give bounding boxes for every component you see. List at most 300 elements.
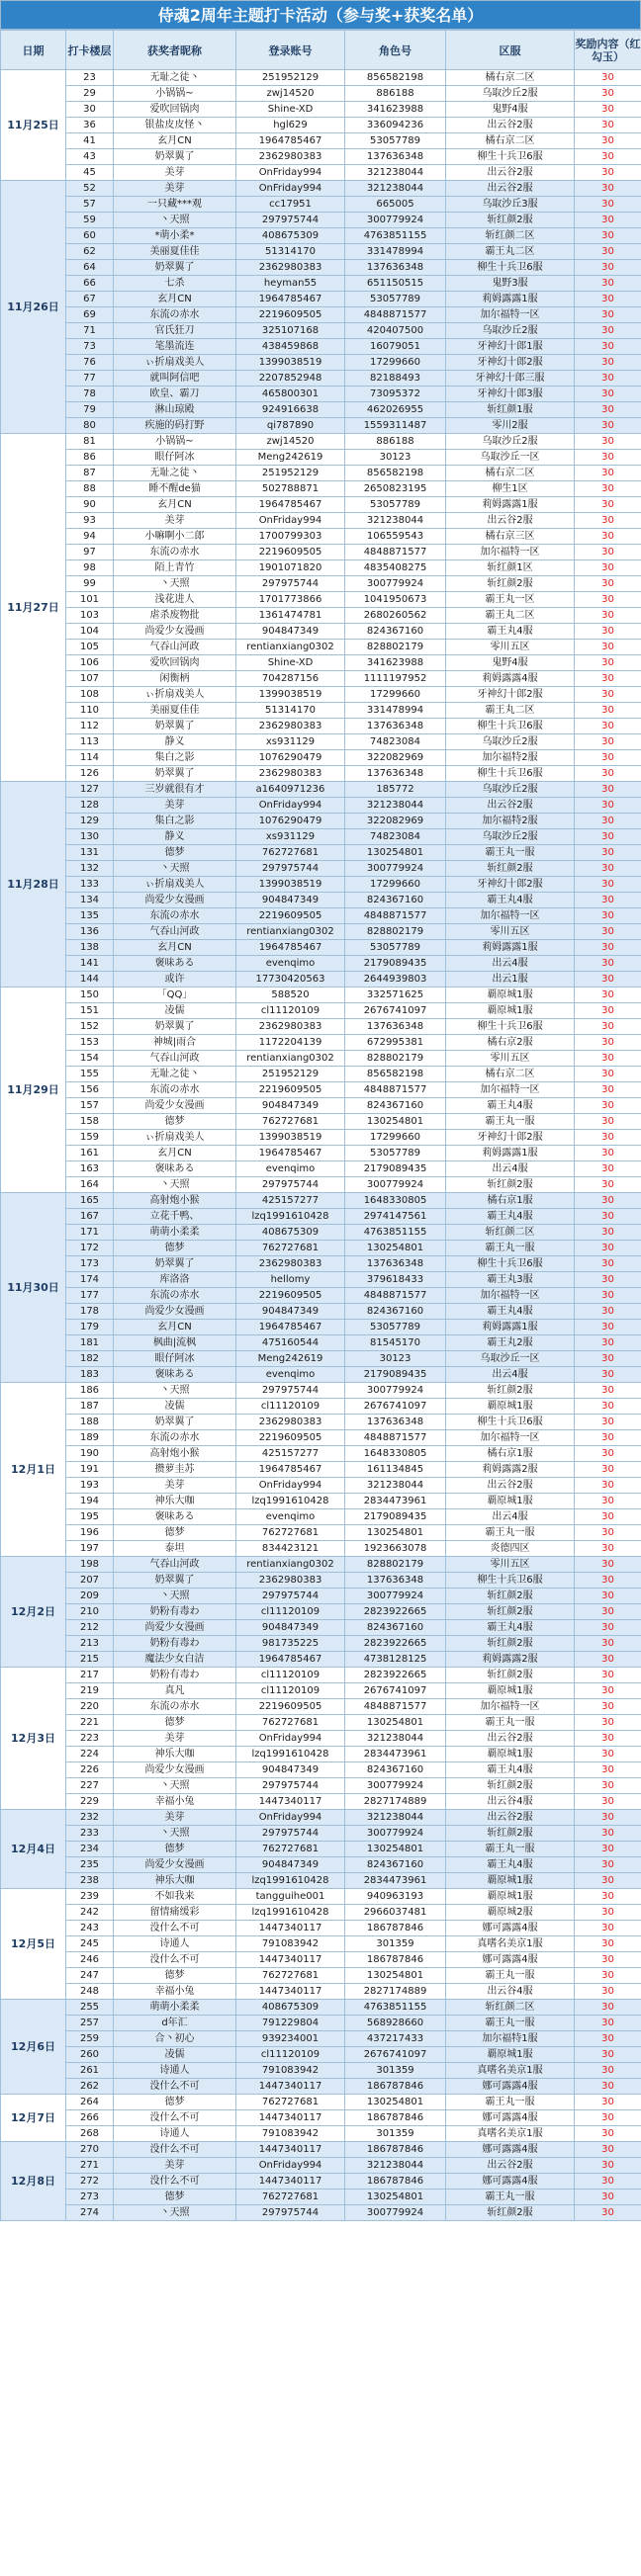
server-cell: 覇原城2服: [446, 1905, 575, 1921]
nickname-cell: 没什么不可: [114, 1952, 236, 1968]
nickname-cell: 没什么不可: [114, 2079, 236, 2095]
reward-cell: 30: [575, 1905, 641, 1921]
reward-cell: 30: [575, 1351, 641, 1367]
date-cell: 11月25日: [1, 70, 66, 181]
nickname-cell: 东流の赤水: [114, 1082, 236, 1098]
floor-cell: 36: [66, 118, 114, 133]
table-row: [1, 1842, 641, 1857]
role-id-cell: 130254801: [345, 1241, 446, 1256]
role-id-cell: 824367160: [345, 1762, 446, 1778]
floor-cell: 69: [66, 307, 114, 323]
floor-cell: 98: [66, 560, 114, 576]
nickname-cell: 玄月CN: [114, 1146, 236, 1161]
nickname-cell: 奶翠翼了: [114, 260, 236, 276]
table-row: [1, 2031, 641, 2047]
server-cell: 乌取沙丘2服: [446, 829, 575, 845]
table-row: [1, 497, 641, 513]
floor-cell: 90: [66, 497, 114, 513]
role-id-cell: 2834473961: [345, 1747, 446, 1762]
nickname-cell: 东流の赤水: [114, 545, 236, 560]
server-cell: 加尔福特一区: [446, 545, 575, 560]
role-id-cell: 301359: [345, 2126, 446, 2142]
server-cell: 霸王丸一服: [446, 845, 575, 861]
table-row: [1, 987, 641, 1003]
table-row: [1, 1889, 641, 1905]
account-cell: 1447340117: [236, 1921, 345, 1936]
role-id-cell: 665005: [345, 197, 446, 213]
role-id-cell: 186787846: [345, 2174, 446, 2190]
role-id-cell: 2823922665: [345, 1668, 446, 1683]
nickname-cell: 或许: [114, 972, 236, 987]
reward-cell: 30: [575, 1762, 641, 1778]
floor-cell: 264: [66, 2095, 114, 2110]
role-id-cell: 4848871577: [345, 545, 446, 560]
date-cell: 11月29日: [1, 987, 66, 1193]
reward-cell: 30: [575, 1462, 641, 1478]
account-cell: 762727681: [236, 1968, 345, 1984]
table-row: [1, 2142, 641, 2158]
floor-cell: 81: [66, 434, 114, 450]
account-cell: 2219609505: [236, 1430, 345, 1446]
reward-cell: 30: [575, 719, 641, 734]
nickname-cell: 神乐大咖: [114, 1494, 236, 1509]
server-cell: 霸王丸4服: [446, 1098, 575, 1114]
server-cell: 零川五区: [446, 1051, 575, 1067]
role-id-cell: 321238044: [345, 165, 446, 181]
table-row: [1, 1367, 641, 1383]
nickname-cell: 德梦: [114, 1842, 236, 1857]
floor-cell: 247: [66, 1968, 114, 1984]
role-id-cell: 321238044: [345, 513, 446, 529]
table-row: [1, 1114, 641, 1130]
table-row: [1, 133, 641, 149]
floor-cell: 190: [66, 1446, 114, 1462]
table-row: [1, 1604, 641, 1620]
nickname-cell: 丶天照: [114, 861, 236, 877]
account-cell: 1399038519: [236, 687, 345, 703]
reward-cell: 30: [575, 877, 641, 893]
nickname-cell: 高射炮小猴: [114, 1193, 236, 1209]
floor-cell: 209: [66, 1589, 114, 1604]
floor-cell: 255: [66, 2000, 114, 2016]
account-cell: 2207852948: [236, 371, 345, 386]
nickname-cell: 神乐大咖: [114, 1873, 236, 1889]
reward-cell: 30: [575, 1146, 641, 1161]
account-cell: a1640971236: [236, 782, 345, 798]
table-row: [1, 355, 641, 371]
floor-cell: 45: [66, 165, 114, 181]
reward-cell: 30: [575, 386, 641, 402]
server-cell: 柳生十兵卫6服: [446, 1256, 575, 1272]
table-row: [1, 1921, 641, 1936]
server-cell: 橘右京二区: [446, 1067, 575, 1082]
account-cell: hellomy: [236, 1272, 345, 1288]
server-cell: 霸王丸2服: [446, 1335, 575, 1351]
nickname-cell: 德梦: [114, 1715, 236, 1731]
role-id-cell: 4848871577: [345, 307, 446, 323]
reward-cell: 30: [575, 1430, 641, 1446]
floor-cell: 262: [66, 2079, 114, 2095]
nickname-cell: 尚爱少女漫画: [114, 624, 236, 640]
table-row: [1, 1209, 641, 1225]
floor-cell: 87: [66, 466, 114, 481]
winners-table: [0, 30, 641, 2221]
reward-cell: 30: [575, 244, 641, 260]
server-cell: 莉姆露露1服: [446, 1146, 575, 1161]
account-cell: 1447340117: [236, 2110, 345, 2126]
server-cell: 覇原城1服: [446, 1494, 575, 1509]
floor-cell: 212: [66, 1620, 114, 1636]
column-header-nickname: 获奖者昵称: [114, 31, 236, 70]
floor-cell: 93: [66, 513, 114, 529]
nickname-cell: 气吞山河政: [114, 1557, 236, 1573]
role-id-cell: 300779924: [345, 1383, 446, 1399]
floor-cell: 198: [66, 1557, 114, 1573]
nickname-cell: 睡不醒de猫: [114, 481, 236, 497]
nickname-cell: 爱吹回锅肉: [114, 655, 236, 671]
reward-cell: 30: [575, 1399, 641, 1415]
floor-cell: 151: [66, 1003, 114, 1019]
table-row: [1, 1525, 641, 1541]
server-cell: 加尔福特一区: [446, 1288, 575, 1304]
account-cell: 325107168: [236, 323, 345, 339]
server-cell: 出云谷4服: [446, 1984, 575, 2000]
server-cell: 娜可露露4服: [446, 1952, 575, 1968]
nickname-cell: 浅花进人: [114, 592, 236, 608]
reward-cell: 30: [575, 418, 641, 434]
table-row: [1, 339, 641, 355]
server-cell: 斩红颜2服: [446, 1668, 575, 1683]
role-id-cell: 2676741097: [345, 1003, 446, 1019]
table-row: [1, 2126, 641, 2142]
account-cell: 1964785467: [236, 1652, 345, 1668]
nickname-cell: 合丶初心: [114, 2031, 236, 2047]
nickname-cell: 留情痛缓彩: [114, 1905, 236, 1921]
account-cell: 408675309: [236, 2000, 345, 2016]
floor-cell: 242: [66, 1905, 114, 1921]
role-id-cell: 300779924: [345, 1778, 446, 1794]
floor-cell: 173: [66, 1256, 114, 1272]
reward-cell: 30: [575, 1051, 641, 1067]
reward-cell: 30: [575, 1478, 641, 1494]
account-cell: cl11120109: [236, 1604, 345, 1620]
server-cell: 娜可露露4服: [446, 2142, 575, 2158]
role-id-cell: 130254801: [345, 2190, 446, 2205]
reward-cell: 30: [575, 1778, 641, 1794]
server-cell: 橘右京2服: [446, 1035, 575, 1051]
nickname-cell: 德梦: [114, 1968, 236, 1984]
server-cell: 出云谷2服: [446, 1478, 575, 1494]
nickname-cell: 美芽: [114, 2158, 236, 2174]
table-body: [1, 70, 641, 2221]
reward-cell: 30: [575, 197, 641, 213]
account-cell: 297975744: [236, 861, 345, 877]
reward-cell: 30: [575, 1177, 641, 1193]
table-row: [1, 2158, 641, 2174]
account-cell: 297975744: [236, 213, 345, 228]
server-cell: 霸王丸一区: [446, 592, 575, 608]
account-cell: 1361474781: [236, 608, 345, 624]
nickname-cell: 凌儒: [114, 1399, 236, 1415]
reward-cell: 30: [575, 940, 641, 956]
account-cell: 2362980383: [236, 1573, 345, 1589]
reward-cell: 30: [575, 1889, 641, 1905]
account-cell: 1399038519: [236, 1130, 345, 1146]
reward-cell: 30: [575, 845, 641, 861]
table-row: [1, 149, 641, 165]
nickname-cell: 疾施的码打野: [114, 418, 236, 434]
account-cell: 465800301: [236, 386, 345, 402]
floor-cell: 248: [66, 1984, 114, 2000]
table-row: [1, 877, 641, 893]
account-cell: qi787890: [236, 418, 345, 434]
table-row: [1, 2047, 641, 2063]
account-cell: 1399038519: [236, 355, 345, 371]
server-cell: 出云谷2服: [446, 2158, 575, 2174]
floor-cell: 152: [66, 1019, 114, 1035]
nickname-cell: 欧皇、霸刀: [114, 386, 236, 402]
table-row: [1, 1620, 641, 1636]
nickname-cell: 枫曲|流枫: [114, 1335, 236, 1351]
role-id-cell: 331478994: [345, 244, 446, 260]
server-cell: 斩红颜2服: [446, 1826, 575, 1842]
account-cell: 1447340117: [236, 2174, 345, 2190]
reward-cell: 30: [575, 1272, 641, 1288]
column-header-account: 登录账号: [236, 31, 345, 70]
table-row: [1, 1699, 641, 1715]
role-id-cell: 17299660: [345, 877, 446, 893]
server-cell: 娜可露露4服: [446, 2110, 575, 2126]
nickname-cell: 没什么不可: [114, 1921, 236, 1936]
date-cell: 12月6日: [1, 2000, 66, 2095]
floor-cell: 67: [66, 292, 114, 307]
floor-cell: 215: [66, 1652, 114, 1668]
account-cell: 588520: [236, 987, 345, 1003]
role-id-cell: 300779924: [345, 861, 446, 877]
account-cell: tangguihe001: [236, 1889, 345, 1905]
role-id-cell: 106559543: [345, 529, 446, 545]
floor-cell: 207: [66, 1573, 114, 1589]
server-cell: 覇原城1服: [446, 1747, 575, 1762]
reward-cell: 30: [575, 402, 641, 418]
account-cell: 904847349: [236, 1620, 345, 1636]
reward-cell: 30: [575, 70, 641, 86]
nickname-cell: 丶天照: [114, 1826, 236, 1842]
server-cell: 霸王丸二区: [446, 244, 575, 260]
role-id-cell: 1111197952: [345, 671, 446, 687]
nickname-cell: 奶翠翼了: [114, 719, 236, 734]
account-cell: lzq1991610428: [236, 1209, 345, 1225]
reward-cell: 30: [575, 1573, 641, 1589]
floor-cell: 172: [66, 1241, 114, 1256]
account-cell: 2362980383: [236, 766, 345, 782]
nickname-cell: 奶翠翼了: [114, 1415, 236, 1430]
account-cell: 762727681: [236, 1525, 345, 1541]
table-row: [1, 1715, 641, 1731]
role-id-cell: 2827174889: [345, 1984, 446, 2000]
nickname-cell: 德梦: [114, 1525, 236, 1541]
server-cell: 柳生1区: [446, 481, 575, 497]
reward-cell: 30: [575, 2190, 641, 2205]
reward-cell: 30: [575, 1098, 641, 1114]
role-id-cell: 828802179: [345, 1051, 446, 1067]
nickname-cell: 没什么不可: [114, 2110, 236, 2126]
floor-cell: 127: [66, 782, 114, 798]
nickname-cell: 奶翠翼了: [114, 1019, 236, 1035]
nickname-cell: 丶天照: [114, 1383, 236, 1399]
server-cell: 乌取沙丘2服: [446, 734, 575, 750]
date-cell: 11月27日: [1, 434, 66, 782]
role-id-cell: 74823084: [345, 734, 446, 750]
role-id-cell: 186787846: [345, 2142, 446, 2158]
floor-cell: 243: [66, 1921, 114, 1936]
server-cell: 出云谷4服: [446, 1794, 575, 1810]
nickname-cell: 官氏狂刀: [114, 323, 236, 339]
nickname-cell: 高射炮小猴: [114, 1446, 236, 1462]
role-id-cell: 824367160: [345, 893, 446, 908]
server-cell: 出云1服: [446, 972, 575, 987]
floor-cell: 133: [66, 877, 114, 893]
table-row: [1, 1161, 641, 1177]
account-cell: 2362980383: [236, 719, 345, 734]
role-id-cell: 321238044: [345, 181, 446, 197]
role-id-cell: 74823084: [345, 829, 446, 845]
nickname-cell: 萌萌小柔柔: [114, 2000, 236, 2016]
table-row: [1, 972, 641, 987]
reward-cell: 30: [575, 972, 641, 987]
account-cell: xs931129: [236, 734, 345, 750]
nickname-cell: 爱吹回锅肉: [114, 102, 236, 118]
role-id-cell: 420407500: [345, 323, 446, 339]
nickname-cell: 美芽: [114, 1478, 236, 1494]
table-row: [1, 1652, 641, 1668]
nickname-cell: 奶粉有毒わ: [114, 1604, 236, 1620]
reward-cell: 30: [575, 1952, 641, 1968]
account-cell: lzq1991610428: [236, 1494, 345, 1509]
floor-cell: 181: [66, 1335, 114, 1351]
server-cell: 真嗜名美京1服: [446, 2063, 575, 2079]
nickname-cell: 小嘛啊小二郎: [114, 529, 236, 545]
reward-cell: 30: [575, 1161, 641, 1177]
table-row: [1, 1430, 641, 1446]
account-cell: cl11120109: [236, 1003, 345, 1019]
floor-cell: 273: [66, 2190, 114, 2205]
table-row: [1, 1415, 641, 1430]
floor-cell: 107: [66, 671, 114, 687]
account-cell: 1964785467: [236, 497, 345, 513]
server-cell: 加尔福特2服: [446, 814, 575, 829]
reward-cell: 30: [575, 1636, 641, 1652]
table-row: [1, 102, 641, 118]
server-cell: 霸王丸一服: [446, 2190, 575, 2205]
role-id-cell: 651150515: [345, 276, 446, 292]
nickname-cell: 凌儒: [114, 1003, 236, 1019]
table-row: [1, 1573, 641, 1589]
account-cell: 791083942: [236, 2063, 345, 2079]
date-cell: 12月4日: [1, 1810, 66, 1889]
reward-cell: 30: [575, 497, 641, 513]
nickname-cell: 丶天照: [114, 1589, 236, 1604]
table-row: [1, 576, 641, 592]
table-row: [1, 1905, 641, 1921]
account-cell: rentianxiang0302: [236, 1051, 345, 1067]
account-cell: 924916638: [236, 402, 345, 418]
role-id-cell: 53057789: [345, 1320, 446, 1335]
reward-cell: 30: [575, 1082, 641, 1098]
account-cell: 2362980383: [236, 1415, 345, 1430]
server-cell: 加尔福特一区: [446, 1082, 575, 1098]
date-cell: 12月7日: [1, 2095, 66, 2142]
table-row: [1, 1098, 641, 1114]
floor-cell: 213: [66, 1636, 114, 1652]
floor-cell: 272: [66, 2174, 114, 2190]
account-cell: 1964785467: [236, 292, 345, 307]
floor-cell: 246: [66, 1952, 114, 1968]
floor-cell: 189: [66, 1430, 114, 1446]
reward-cell: 30: [575, 1367, 641, 1383]
table-row: [1, 2205, 641, 2221]
role-id-cell: 2179089435: [345, 1509, 446, 1525]
floor-cell: 226: [66, 1762, 114, 1778]
account-cell: 2219609505: [236, 1288, 345, 1304]
server-cell: 霸王丸3服: [446, 1272, 575, 1288]
floor-cell: 174: [66, 1272, 114, 1288]
reward-cell: 30: [575, 292, 641, 307]
floor-cell: 259: [66, 2031, 114, 2047]
floor-cell: 234: [66, 1842, 114, 1857]
floor-cell: 153: [66, 1035, 114, 1051]
floor-cell: 59: [66, 213, 114, 228]
role-id-cell: 4848871577: [345, 1288, 446, 1304]
role-id-cell: 4763851155: [345, 228, 446, 244]
account-cell: 297975744: [236, 1778, 345, 1794]
floor-cell: 229: [66, 1794, 114, 1810]
server-cell: 覇原城1服: [446, 1873, 575, 1889]
server-cell: 覇原城1服: [446, 1399, 575, 1415]
reward-cell: 30: [575, 624, 641, 640]
reward-cell: 30: [575, 1019, 641, 1035]
table-row: [1, 513, 641, 529]
role-id-cell: 2676741097: [345, 1683, 446, 1699]
floor-cell: 197: [66, 1541, 114, 1557]
server-cell: 牙神幻十郎2服: [446, 877, 575, 893]
table-row: [1, 1288, 641, 1304]
reward-cell: 30: [575, 181, 641, 197]
reward-cell: 30: [575, 213, 641, 228]
account-cell: 297975744: [236, 1177, 345, 1193]
role-id-cell: 300779924: [345, 1826, 446, 1842]
reward-cell: 30: [575, 1747, 641, 1762]
table-row: [1, 1225, 641, 1241]
role-id-cell: 824367160: [345, 1304, 446, 1320]
floor-cell: 97: [66, 545, 114, 560]
role-id-cell: 130254801: [345, 1525, 446, 1541]
floor-cell: 157: [66, 1098, 114, 1114]
account-cell: 2362980383: [236, 1256, 345, 1272]
nickname-cell: 没什么不可: [114, 2174, 236, 2190]
server-cell: 鬼野4服: [446, 655, 575, 671]
role-id-cell: 30123: [345, 450, 446, 466]
reward-cell: 30: [575, 2031, 641, 2047]
floor-cell: 221: [66, 1715, 114, 1731]
table-row: [1, 1873, 641, 1889]
role-id-cell: 1648330805: [345, 1193, 446, 1209]
server-cell: 霸王丸一服: [446, 2095, 575, 2110]
nickname-cell: 神乐大咖: [114, 1747, 236, 1762]
table-row: [1, 323, 641, 339]
floor-cell: 88: [66, 481, 114, 497]
nickname-cell: 美丽夏佳佳: [114, 244, 236, 260]
